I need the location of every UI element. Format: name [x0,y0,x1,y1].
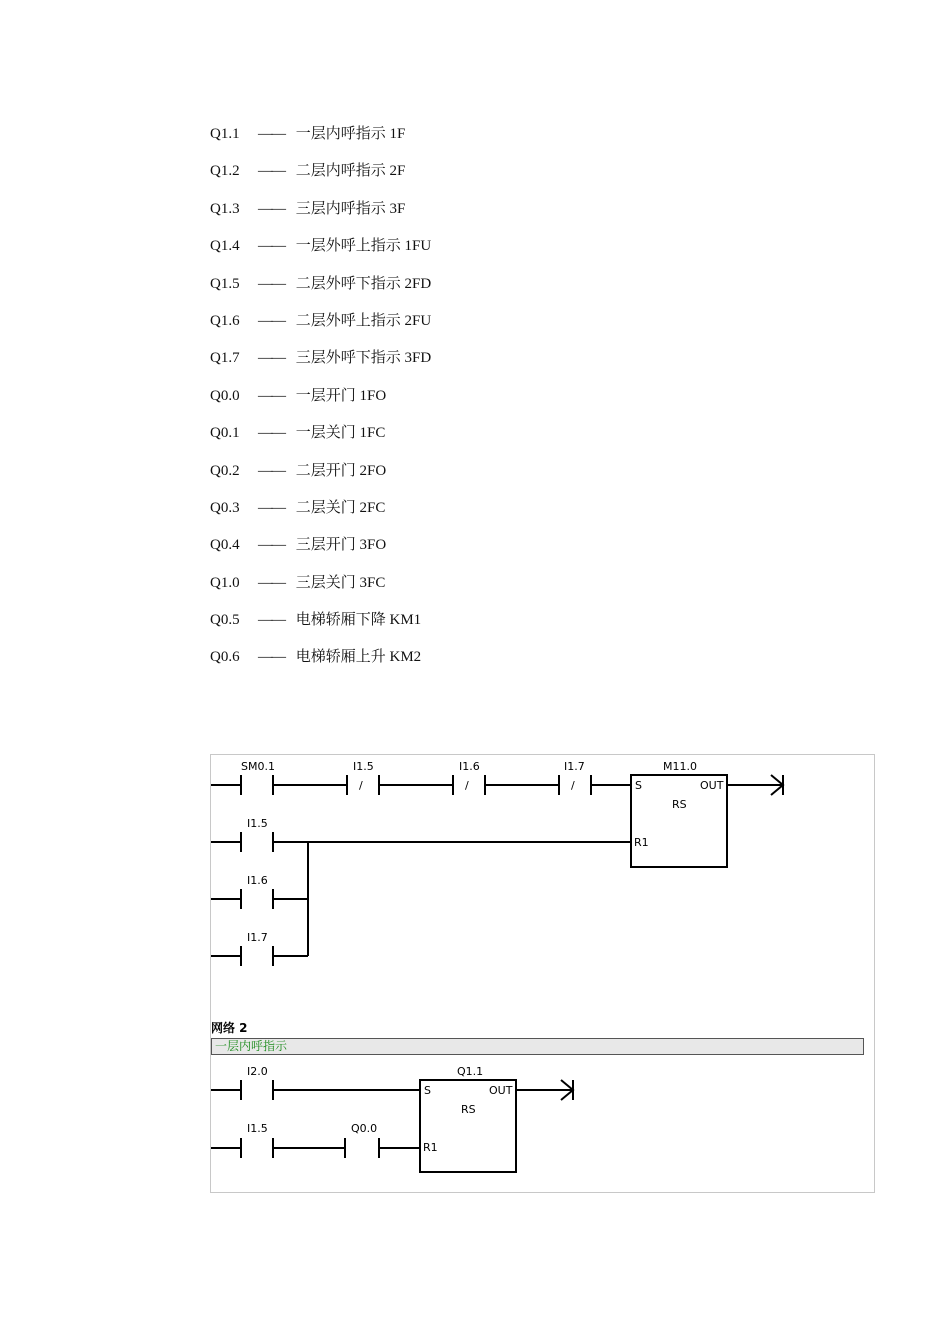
rs-box-m110 [631,760,783,867]
box-out-pin: OUT [700,779,724,792]
io-address: Q1.7 [210,350,240,367]
contact-i16-nc [449,760,553,795]
io-code: 1F [389,126,406,142]
io-address: Q0.0 [210,387,240,404]
contact-label: I1.5 [353,760,374,773]
io-list-item [210,346,431,383]
io-address: Q1.6 [210,312,240,329]
contact-label: SM0.1 [241,760,275,773]
io-code: 2FD [404,275,432,292]
io-code: 3FO [359,537,387,554]
io-assignment-list [210,122,431,683]
contact-i15-n2 [211,1122,345,1158]
contact-label: I1.7 [564,760,585,773]
io-separator: —— [258,649,284,666]
contact-i17 [211,931,308,966]
io-code: 2FU [404,312,432,329]
io-address: Q0.6 [210,649,240,666]
contact-q00 [345,1122,420,1158]
io-description: 一层关门 [295,425,356,442]
io-address: Q1.0 [210,574,240,591]
io-address: Q0.1 [210,425,240,442]
io-separator: —— [258,537,284,554]
io-separator: —— [258,499,284,516]
contact-i17-nc [553,760,631,795]
contact-label: I2.0 [247,1065,268,1078]
network-2 [211,1065,573,1172]
contact-label: I1.5 [247,817,268,830]
io-address: Q0.4 [210,537,240,554]
io-address: Q0.5 [210,612,240,629]
io-list-item [210,496,431,533]
io-description: 电梯轿厢下降 [295,612,386,629]
io-list-item [210,421,431,458]
io-code: KM2 [389,649,422,666]
io-separator: —— [258,200,284,217]
box-type: RS [461,1103,476,1116]
box-name: M11.0 [663,760,697,773]
io-description: 三层开门 [295,537,356,554]
io-description: 三层内呼指示 [295,200,386,217]
io-separator: —— [258,612,284,629]
box-reset-pin: R1 [423,1141,438,1154]
output-arrow [727,775,783,795]
io-list-item [210,272,431,309]
io-description: 二层开门 [295,462,356,479]
io-list-item [210,571,431,608]
io-description: 二层内呼指示 [295,163,386,180]
io-address: Q1.2 [210,163,240,180]
io-description: 电梯轿厢上升 [295,649,386,666]
ladder-diagram [210,754,875,1193]
box-set-pin: S [635,779,642,792]
network-1 [211,760,783,966]
io-code: 1FU [404,238,432,255]
io-separator: —— [258,574,284,591]
io-description: 二层外呼上指示 [295,312,401,329]
io-address: Q0.3 [210,499,240,516]
io-address: Q1.5 [210,275,240,292]
io-list-item [210,122,431,159]
contact-i16 [211,874,308,909]
contact-label: Q0.0 [351,1122,378,1135]
io-list-item [210,533,431,570]
nc-mark: / [465,779,469,792]
io-list-item [210,234,431,271]
ladder-svg [211,755,875,1193]
io-code: 2F [389,163,406,180]
io-code: KM1 [389,612,422,629]
io-code: 1FC [359,425,386,442]
network-2-title: 网络 2 [211,1021,248,1035]
io-code: 2FO [359,462,387,479]
io-list-item [210,159,431,196]
io-address: Q1.4 [210,238,240,255]
io-separator: —— [258,425,284,442]
io-code: 3F [389,200,406,217]
io-separator: —— [258,350,284,367]
io-separator: —— [258,312,284,329]
io-description: 二层关门 [295,499,356,516]
contact-label: I1.7 [247,931,268,944]
io-separator: —— [258,387,284,404]
io-description: 二层外呼下指示 [295,275,401,292]
io-list-item [210,608,431,645]
io-code: 2FC [359,499,386,516]
contact-label: I1.5 [247,1122,268,1135]
contact-i15-nc [341,760,449,795]
output-arrow [516,1080,573,1100]
io-address: Q0.2 [210,462,240,479]
io-separator: —— [258,238,284,255]
io-description: 一层外呼上指示 [295,238,401,255]
box-name: Q1.1 [457,1065,484,1078]
box-reset-pin: R1 [634,836,649,849]
rs-box-q11 [420,1065,573,1172]
io-list-item [210,645,431,682]
io-list-item [210,309,431,346]
io-code: 3FD [404,350,432,367]
box-set-pin: S [424,1084,431,1097]
box-type: RS [672,798,687,811]
nc-mark: / [571,779,575,792]
io-description: 三层关门 [295,574,356,591]
io-separator: —— [258,275,284,292]
io-description: 一层开门 [295,387,356,404]
box-out-pin: OUT [489,1084,513,1097]
network-2-comment: 一层内呼指示 [211,1038,864,1055]
io-description: 一层内呼指示 [295,126,386,142]
io-list-item [210,384,431,421]
io-separator: —— [258,462,284,479]
io-code: 1FO [359,387,387,404]
io-separator: —— [258,126,284,142]
io-separator: —— [258,163,284,180]
contact-sm01 [211,760,341,795]
contact-label: I1.6 [459,760,480,773]
nc-mark: / [359,779,363,792]
contact-i15 [211,817,631,852]
io-address: Q1.1 [210,126,240,142]
io-code: 3FC [359,574,386,591]
contact-label: I1.6 [247,874,268,887]
io-address: Q1.3 [210,200,240,217]
io-list-item [210,197,431,234]
io-description: 三层外呼下指示 [295,350,401,367]
io-list-item [210,459,431,496]
contact-i20 [211,1065,420,1100]
